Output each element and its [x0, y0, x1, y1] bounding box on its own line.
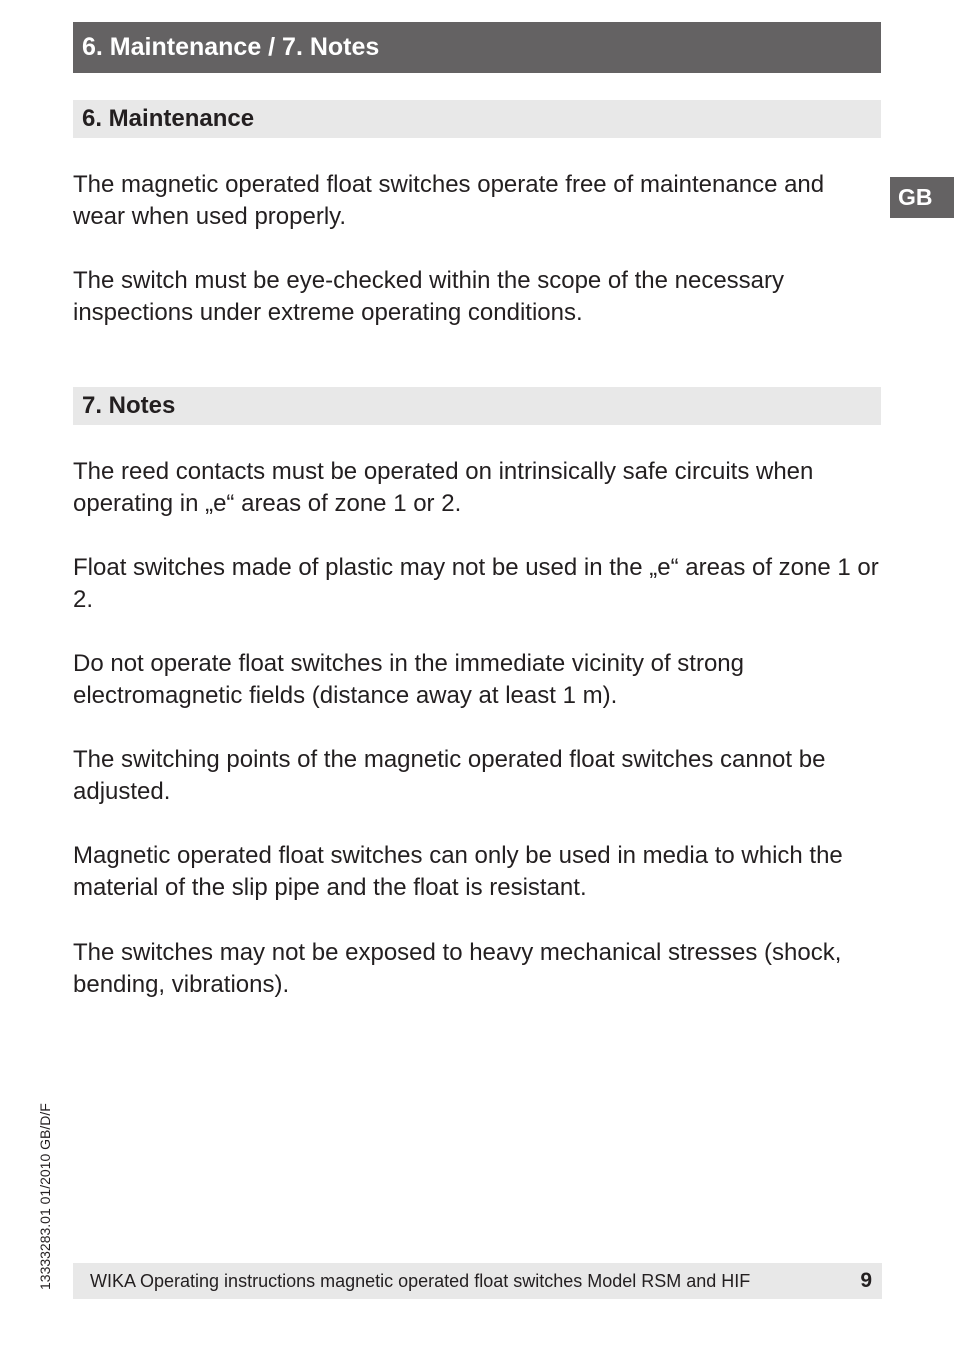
footer-text: WIKA Operating instructions magnetic operated float switches Model RSM and HIF — [90, 1271, 751, 1291]
notes-paragraph-2: Float switches made of plastic may not be used in the „e“ areas of zone 1 or 2. — [73, 554, 879, 613]
notes-paragraph-3: Do not operate float switches in the immediate vicinity of strong electromagnetic fields (distance away at least 1 m). — [73, 650, 744, 709]
notes-paragraph-4: The switching points of the magnetic operated float switches cannot be adjusted. — [73, 746, 826, 805]
section-heading-notes: 7. Notes — [73, 387, 881, 425]
maintenance-paragraph-1: The magnetic operated float switches operate free of maintenance and wear when used properly. — [73, 171, 825, 230]
page-number: 9 — [860, 1269, 872, 1292]
section-heading-maintenance: 6. Maintenance — [73, 100, 881, 138]
page-title: 6. Maintenance / 7. Notes — [73, 22, 881, 73]
page-footer — [73, 1263, 882, 1299]
notes-paragraph-5: Magnetic operated float switches can only be used in media to which the material of the slip pipe and the float is resistant. — [73, 842, 843, 901]
maintenance-paragraph-2: The switch must be eye-checked within the scope of the necessary inspections under extreme operating conditions. — [73, 267, 785, 326]
notes-paragraph-1: The reed contacts must be operated on intrinsically safe circuits when operating in „e“ areas of zone 1 or 2. — [73, 458, 814, 517]
language-tab: GB — [890, 177, 954, 218]
document-code: 13333283.01 01/2010 GB/D/F — [37, 1103, 53, 1290]
notes-paragraph-6: The switches may not be exposed to heavy mechanical stresses (shock, bending, vibrations). — [73, 939, 842, 998]
